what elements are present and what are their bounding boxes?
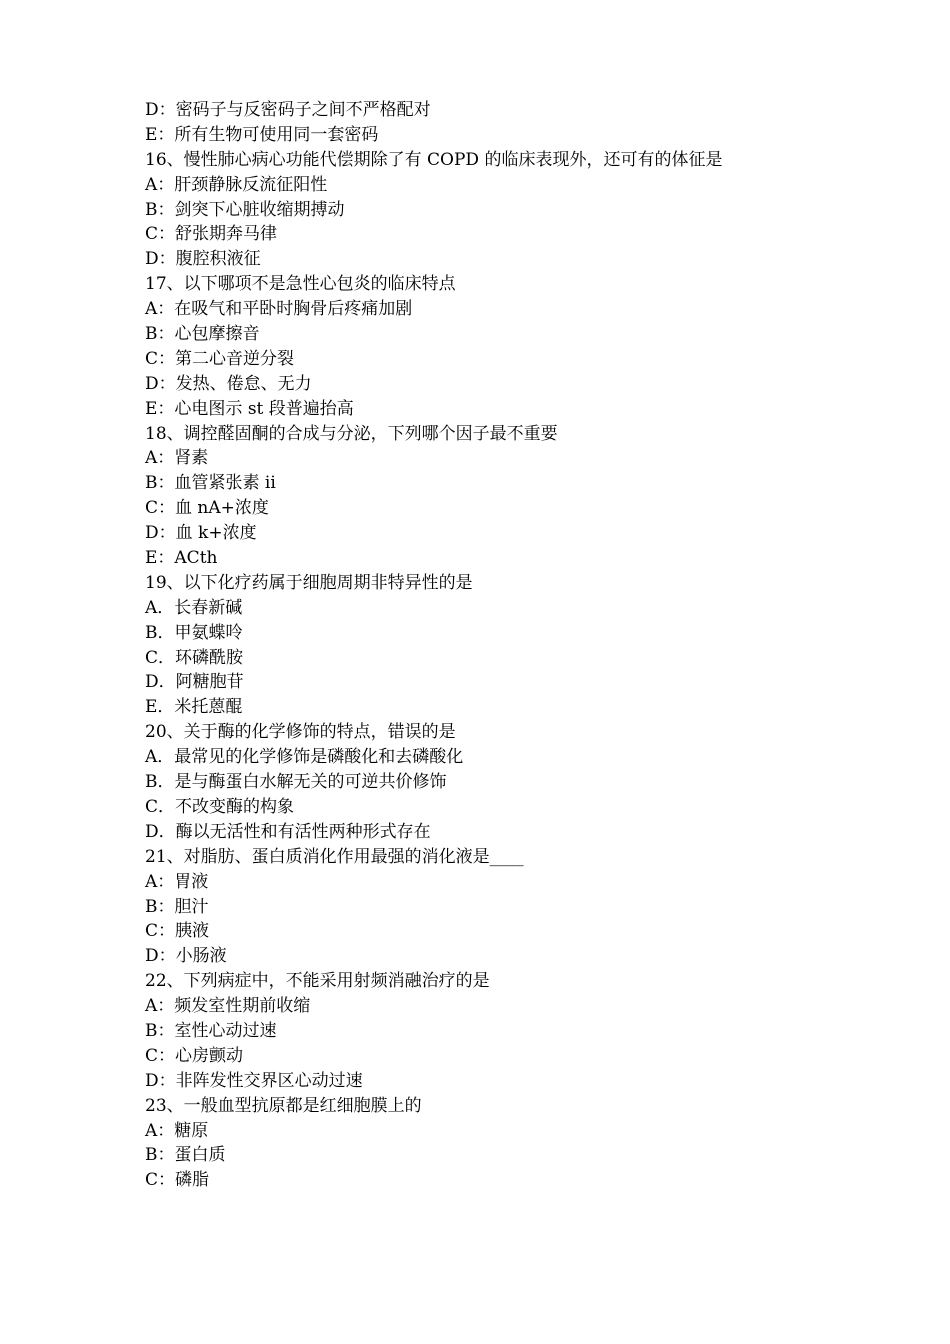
text-line: B：胆汁 [145, 896, 209, 917]
text-line: 23、一般血型抗原都是红细胞膜上的 [145, 1095, 422, 1116]
text-line: B：心包摩擦音 [145, 324, 260, 345]
text-line: D．阿糖胞苷 [145, 672, 244, 693]
text-line: A：肝颈静脉反流征阳性 [145, 174, 328, 195]
text-line: B：室性心动过速 [145, 1020, 277, 1041]
text-line: 18、调控醛固酮的合成与分泌，下列哪个因子最不重要 [145, 423, 558, 444]
text-line: C：血 nA+浓度 [145, 498, 269, 519]
text-line: A：糖原 [145, 1120, 209, 1141]
text-line: B：剑突下心脏收缩期搏动 [145, 199, 345, 220]
text-line: A：频发室性期前收缩 [145, 996, 311, 1017]
text-line: D：腹腔积液征 [145, 249, 261, 270]
text-line: B．甲氨蝶呤 [145, 622, 243, 643]
text-line: 21、对脂肪、蛋白质消化作用最强的消化液是____ [145, 846, 524, 867]
text-line: B：蛋白质 [145, 1145, 226, 1166]
text-line: E：ACth [145, 548, 218, 569]
text-line: C：心房颤动 [145, 1045, 244, 1066]
text-line: A．最常见的化学修饰是磷酸化和去磷酸化 [145, 747, 464, 768]
text-line: C：胰液 [145, 921, 210, 942]
text-line: A．长春新碱 [145, 597, 243, 618]
text-line: B．是与酶蛋白水解无关的可逆共价修饰 [145, 772, 447, 793]
text-line: 16、慢性肺心病心功能代偿期除了有 COPD 的临床表现外，还可有的体征是 [145, 149, 723, 170]
text-line: E．米托蒽醌 [145, 697, 243, 718]
text-line: A：胃液 [145, 871, 209, 892]
text-line: D：非阵发性交界区心动过速 [145, 1070, 363, 1091]
text-line: E：所有生物可使用同一套密码 [145, 124, 379, 145]
text-line: D：血 k+浓度 [145, 523, 257, 544]
text-line: C：第二心音逆分裂 [145, 348, 295, 369]
text-line: D：密码子与反密码子之间不严格配对 [145, 100, 431, 120]
text-line: 20、关于酶的化学修饰的特点，错误的是 [145, 722, 456, 743]
document-page [145, 98, 845, 1193]
text-line: 19、以下化疗药属于细胞周期非特异性的是 [145, 572, 473, 593]
text-line: E：心电图示 st 段普遍抬高 [145, 398, 354, 419]
text-line: C．环磷酰胺 [145, 647, 244, 668]
text-line: C．不改变酶的构象 [145, 796, 295, 817]
text-line: C：磷脂 [145, 1170, 210, 1191]
text-line: D．酶以无活性和有活性两种形式存在 [145, 821, 431, 842]
text-line: 22、下列病症中，不能采用射频消融治疗的是 [145, 971, 490, 992]
text-line: C：舒张期奔马律 [145, 224, 278, 245]
text-line: 17、以下哪项不是急性心包炎的临床特点 [145, 274, 456, 295]
text-line: A：肾素 [145, 448, 209, 469]
text-line: D：小肠液 [145, 946, 227, 967]
text-line: B：血管紧张素 ii [145, 473, 276, 494]
text-line: D：发热、倦怠、无力 [145, 373, 312, 394]
text-line: A：在吸气和平卧时胸骨后疼痛加剧 [145, 299, 413, 320]
